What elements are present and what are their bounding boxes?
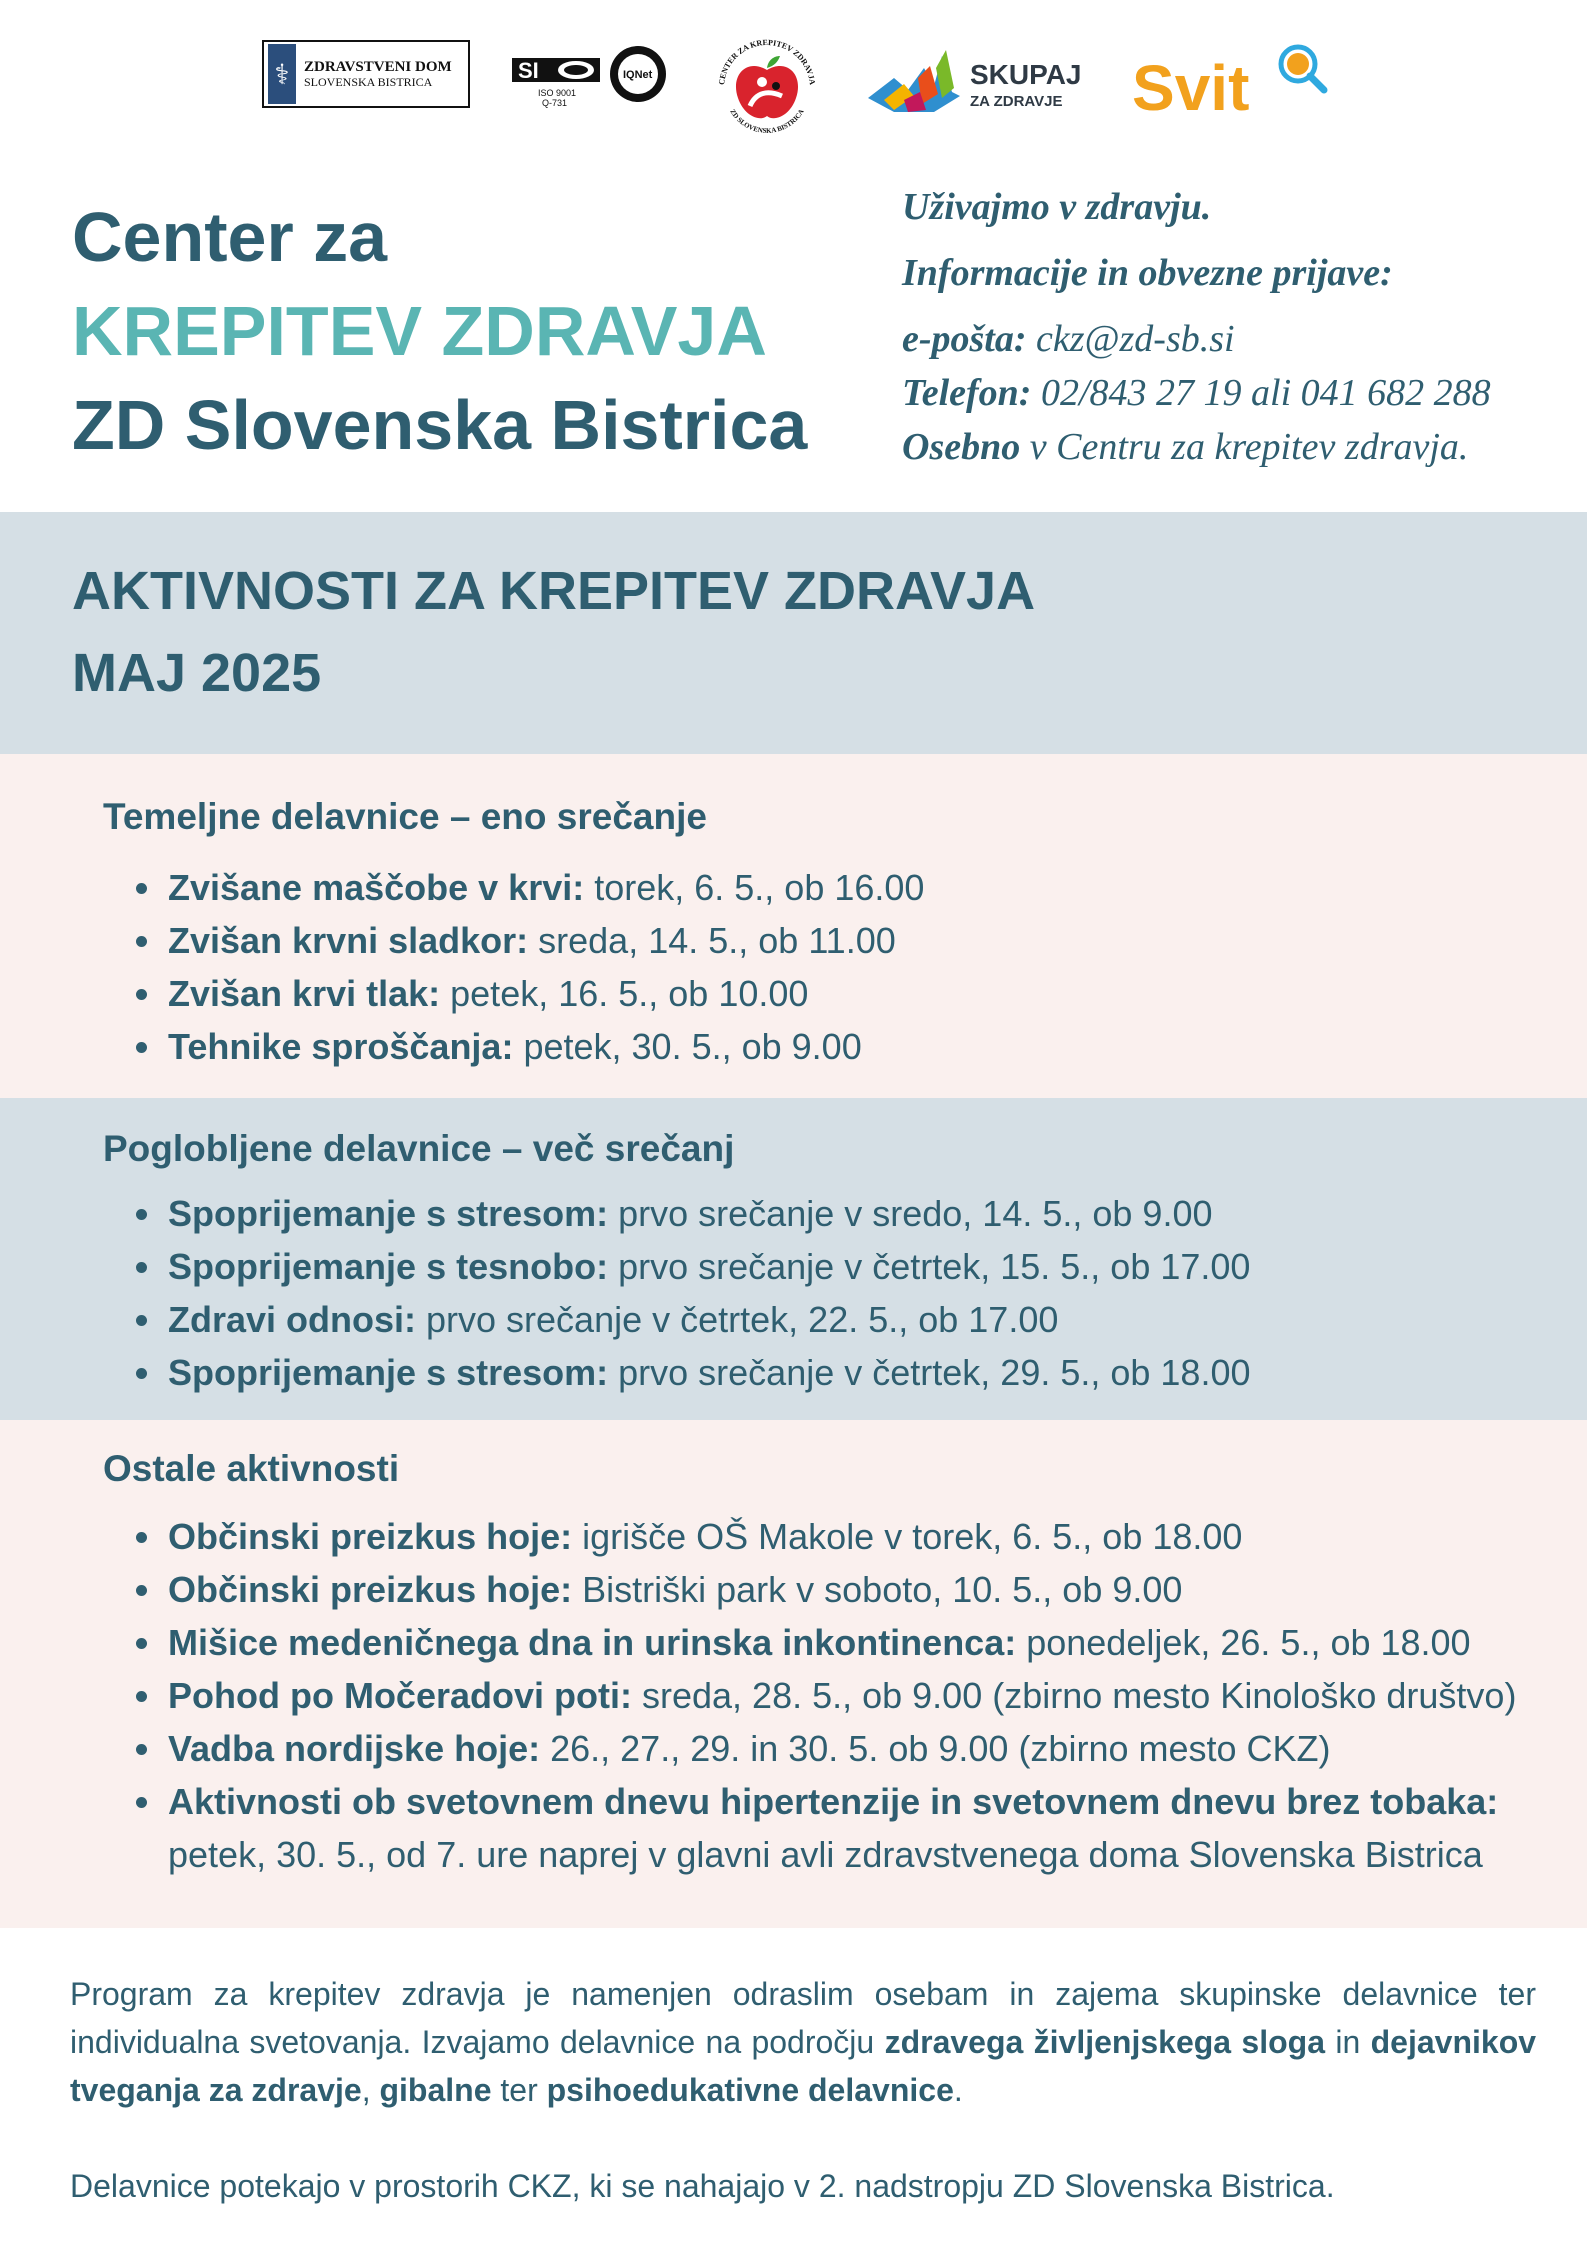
advanced-list — [168, 1187, 1251, 1399]
iso-line2: Q-731 — [542, 98, 568, 108]
in-person-label: Osebno — [902, 426, 1021, 468]
other-list — [168, 1510, 1516, 1881]
slogan: Uživajmo v zdravju. — [902, 186, 1212, 228]
section-title: Ostale aktivnosti — [103, 1448, 400, 1489]
ckz-apple-logo — [712, 30, 822, 148]
email-line — [902, 312, 1491, 366]
title-line2: KREPITEV ZDRAVJA — [72, 292, 767, 370]
list-item: Vadba nordijske hoje: 26., 27., 29. in 30. 5. ob 9.00 (zbirno mesto CKZ) — [168, 1722, 1516, 1775]
ckz-top-text: CENTER ZA KREPITEV ZDRAVJA — [717, 37, 817, 86]
activities-banner — [0, 512, 1587, 754]
caduceus-icon: ⚕ — [268, 44, 296, 104]
skupaj-line2: ZA ZDRAVJE — [970, 93, 1063, 110]
list-item: Tehnike sproščanja: petek, 30. 5., ob 9.00 — [168, 1020, 924, 1073]
list-item: Zvišane maščobe v krvi: torek, 6. 5., ob 16.00 — [168, 861, 924, 914]
section-basic-workshops — [0, 754, 1587, 1098]
contact-block — [902, 180, 1491, 474]
title-line3: ZD Slovenska Bistrica — [72, 386, 808, 464]
title-line1: Center za — [72, 198, 388, 276]
list-item: Zvišan krvi tlak: petek, 16. 5., ob 10.00 — [168, 967, 924, 1020]
list-item: Občinski preizkus hoje: igrišče OŠ Makole v torek, 6. 5., ob 18.00 — [168, 1510, 1516, 1563]
list-item: Spoprijemanje s stresom: prvo srečanje v četrtek, 29. 5., ob 18.00 — [168, 1346, 1251, 1399]
banner-month: MAJ 2025 — [72, 643, 322, 703]
section-other-activities — [0, 1420, 1587, 1928]
skupaj-line1: SKUPAJ — [970, 59, 1082, 90]
skupaj-za-zdravje-logo — [864, 38, 1084, 122]
list-item: Aktivnosti ob svetovnem dnevu hipertenzije in svetovnem dnevu brez tobaka: petek, 30. 5., od 7. ure naprej v glavni avli zdravstvenega doma Slovenska Bistrica — [168, 1775, 1516, 1881]
section-title: Temeljne delavnice – eno srečanje — [103, 796, 707, 837]
zd-logo-line1: ZDRAVSTVENI DOM — [304, 59, 452, 76]
zd-logo-line2: SLOVENSKA BISTRICA — [304, 74, 433, 89]
email-link[interactable]: ckz@zd-sb.si — [1026, 318, 1235, 360]
svit-wordmark: Svit — [1132, 52, 1250, 122]
si-mark: SI — [518, 58, 539, 83]
section-advanced-workshops — [0, 1098, 1587, 1420]
iqnet-mark: IQNet — [623, 69, 653, 81]
program-description — [70, 1970, 1536, 2114]
logo-bar — [0, 30, 1587, 160]
iso-certification-logo — [510, 44, 670, 114]
list-item: Občinski preizkus hoje: Bistriški park v soboto, 10. 5., ob 9.00 — [168, 1563, 1516, 1616]
section-title: Poglobljene delavnice – več srečanj — [103, 1128, 735, 1169]
list-item: Pohod po Močeradovi poti: sreda, 28. 5., ob 9.00 (zbirno mesto Kinološko društvo) — [168, 1669, 1516, 1722]
list-item: Spoprijemanje s stresom: prvo srečanje v sredo, 14. 5., ob 9.00 — [168, 1187, 1251, 1240]
page-title — [72, 190, 807, 472]
info-heading: Informacije in obvezne prijave: — [902, 252, 1393, 294]
list-item: Spoprijemanje s tesnobo: prvo srečanje v četrtek, 15. 5., ob 17.00 — [168, 1240, 1251, 1293]
email-label: e-pošta: — [902, 318, 1027, 360]
location-note: Delavnice potekajo v prostorih CKZ, ki se nahajajo v 2. nadstropju ZD Slovenska Bistrica. — [70, 2168, 1335, 2204]
phone-value: 02/843 27 19 ali 041 682 288 — [1031, 372, 1491, 414]
in-person-line — [902, 420, 1491, 474]
iso-line1: ISO 9001 — [538, 88, 577, 98]
list-item: Mišice medeničnega dna in urinska inkontinenca: ponedeljek, 26. 5., ob 18.00 — [168, 1616, 1516, 1669]
description-paragraph: Program za krepitev zdravja je namenjen odraslim osebam in zajema skupinske delavnice ter individualna svetovanja. Izvajamo delavnice na področju zdravega življenjskega sloga in dejavnikov tveganja za zdravje, gibalne ter psihoedukativne delavnice. — [70, 1976, 1537, 2108]
list-item: Zdravi odnosi: prvo srečanje v četrtek, 22. 5., ob 17.00 — [168, 1293, 1251, 1346]
basic-list — [168, 861, 924, 1073]
zd-slovenska-bistrica-logo — [262, 40, 470, 108]
ckz-bottom-text: ZD SLOVENSKA BISTRICA — [728, 107, 806, 135]
phone-line — [902, 366, 1491, 420]
list-item: Zvišan krvni sladkor: sreda, 14. 5., ob 11.00 — [168, 914, 924, 967]
banner-title: AKTIVNOSTI ZA KREPITEV ZDRAVJA — [72, 561, 1036, 621]
svit-logo — [1130, 38, 1330, 122]
phone-label: Telefon: — [902, 372, 1032, 414]
in-person-value: v Centru za krepitev zdravja. — [1020, 426, 1469, 468]
